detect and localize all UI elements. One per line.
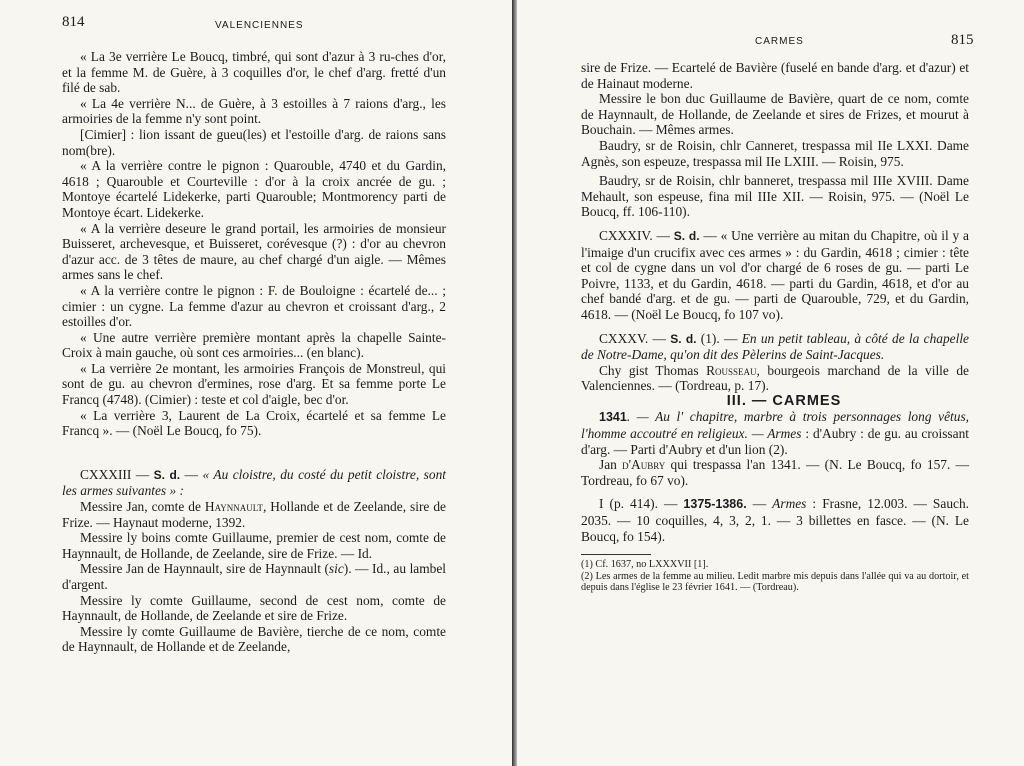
paragraph: « La verrière 2e montant, les armoiries François de Monstreul, qui sont de gu. au chevron d'ermines, rose d'arg. Et sa femme porte Le Francq (4748). (Cimier) : teste et col d'aigle, bec d'or. — [62, 360, 446, 408]
footnote: (1) Cf. 1637, no LXXXVII [1]. — [581, 559, 709, 571]
paragraph: Jan d'Aubry qui trespassa l'an 1341. — (N. Le Boucq, fo 157. — Tordreau, fo 67 vo). — [581, 457, 969, 488]
entry-cxxxiv: CXXXIV. — S. d. — « Une verrière au mitan du Chapitre, où il y a l'imaige d'un crucifix avec ces armes » : du Gardin, 4618 ; cimier : tête et col de cygne dans un vol d'or chargé de 6 roses de gu. — parti Le Poivre, 1133, et du Gardin, 4618. — parti du Gardin, 4618, et d'or au chef bandé d'arg. et de gu. — parti de Quarouble, 729, et du Gardin, 4618. — (Noël Le Boucq, fo 107 vo). — [581, 227, 969, 322]
footnote: (2) Les armes de la femme au milieu. Ledit marbre mis depuis dans l'allée qui va au dortoir, et depuis dans l'église le 23 février 1641. — (Tordreau). — [581, 570, 969, 594]
left-text-column — [62, 49, 446, 655]
paragraph: « A la verrière contre le pignon : F. de Bouloigne : écartelé de... ; cimier : un cygne. La femme d'azur au chevron et croissant d'arg., 2 estoilles d'or. — [62, 282, 446, 330]
paragraph: « A la verrière contre le pignon : Quarouble, 4740 et du Gardin, 4618 ; Quarouble et Courteville : d'or à la croix ancrée de gu. ; Montoye écartelé Lidekerke, parti Quarouble; Montmorency parti de Montoye écart. Lidekerke. — [62, 158, 446, 220]
paragraph: « La 3e verrière Le Boucq, timbré, qui sont d'azur à 3 ru-ches d'or, et la femme M. de Guère, à 3 coquilles d'or, le chef d'arg. fretté d'un filé de sab. — [62, 49, 446, 96]
paragraph: Messire Jan de Haynnault, sire de Haynnault (sic). — Id., au lambel d'argent. — [62, 561, 447, 592]
entry-cxxxv: CXXXV. — S. d. (1). — En un petit tableau, à côté de la chapelle de Notre-Dame, qu'on dit des Pèlerins de Saint-Jacques. — [581, 330, 969, 363]
paragraph: Messire ly comte Guillaume de Bavière, tierche de ce nom, comte de Haynnault, de Hollande et de Zeelande, — [62, 623, 446, 655]
paragraph: « La 4e verrière N... de Guère, à 3 estoilles à 7 raions d'arg., les armoiries de la femme n'y sont point. — [62, 95, 446, 127]
left-folio: 814 — [62, 14, 85, 30]
right-text-column — [581, 60, 969, 594]
entry-1375: I (p. 414). — 1375-1386. — Armes : Frasne, 12.003. — Sauch. 2035. — 10 coquilles, 4, 3, 2, 1. — 3 billettes en fasce. — (N. Le Boucq, fo 154). — [581, 496, 969, 544]
paragraph: Baudry, sr de Roisin, chlr Canneret, trespassa mil IIe LXXI. Dame Agnès, son espeuze, trespassa mil IIe LXIII. — Roisin, 975. — [581, 137, 969, 169]
paragraph: « Une autre verrière première montant après la chapelle Sainte-Croix à main gauche, où sont ces armoiries... (en blanc). — [62, 329, 446, 361]
paragraph: « La verrière 3, Laurent de La Croix, écartelé et sa femme Le Francq ». — (Noël Le Boucq, fo 75). — [62, 407, 446, 439]
section-title: III. — CARMES — [726, 392, 842, 409]
footnote-rule — [581, 554, 651, 555]
footnotes — [581, 559, 969, 594]
right-folio: 815 — [951, 32, 974, 48]
paragraph: Messire Jan, comte de Haynnault, Hollande et de Zeelande, sire de Frize. — Haynaut moderne, 1392. — [62, 499, 446, 530]
paragraph: [Cimier] : lion issant de gueu(les) et l'estoille d'arg. de raions sans nom(bre). — [62, 126, 446, 158]
paragraph: Messire ly comte Guillaume, second de cest nom, comte de Haynnault, de Hollande, de Zeelande et sire de Frize. — [62, 592, 446, 624]
left-running-head: VALENCIENNES — [215, 20, 304, 31]
paragraph: Baudry, sr de Roisin, chlr banneret, trespassa mil IIIe XVIII. Dame Mehault, son espeuse, fina mil IIIe XII. — Roisin, 975. — (Noël Le Boucq, ff. 106-110). — [581, 173, 969, 220]
paragraph: « A la verrière deseure le grand portail, les armoiries de monsieur Buisseret, archevesque, et Buisseret, corévesque (?) : d'or au chevron d'azur acc. de 3 têtes de maure, au chef chargé d'un aigle. — Mêmes armes sans le chef. — [62, 220, 446, 283]
right-running-head: CARMES — [755, 36, 804, 47]
entry-1341: 1341. — Au l' chapitre, marbre à trois personnages long vêtus, l'homme accoutré en religieux. — Armes : d'Aubry : de gu. au croissant d'arg. — Parti d'Aubry et d'un lion (2). — [581, 409, 969, 457]
right-page — [517, 0, 1024, 766]
entry-cxxxiii: CXXXIII — S. d. — « Au cloistre, du costé du petit cloistre, sont les armes suivantes » : — [62, 466, 447, 499]
paragraph: Messire ly boins comte Guillaume, premier de cest nom, comte de Haynnault, de Hollande, de Zeelande, sire de Frize. — Id. — [62, 530, 446, 561]
paragraph: sire de Frize. — Ecartelé de Bavière (fuselé en bande d'arg. et d'azur) et de Hainaut moderne. — [581, 60, 969, 91]
paragraph: Chy gist Thomas Rousseau, bourgeois marchand de la ville de Valenciennes. — (Tordreau, p. 17). — [581, 362, 969, 394]
paragraph: Messire le bon duc Guillaume de Bavière, quart de ce nom, comte de Haynnault, de Hollande, de Zeelande et sires de Frizes, et mourut à Bouchain. — Mêmes armes. — [581, 91, 969, 138]
